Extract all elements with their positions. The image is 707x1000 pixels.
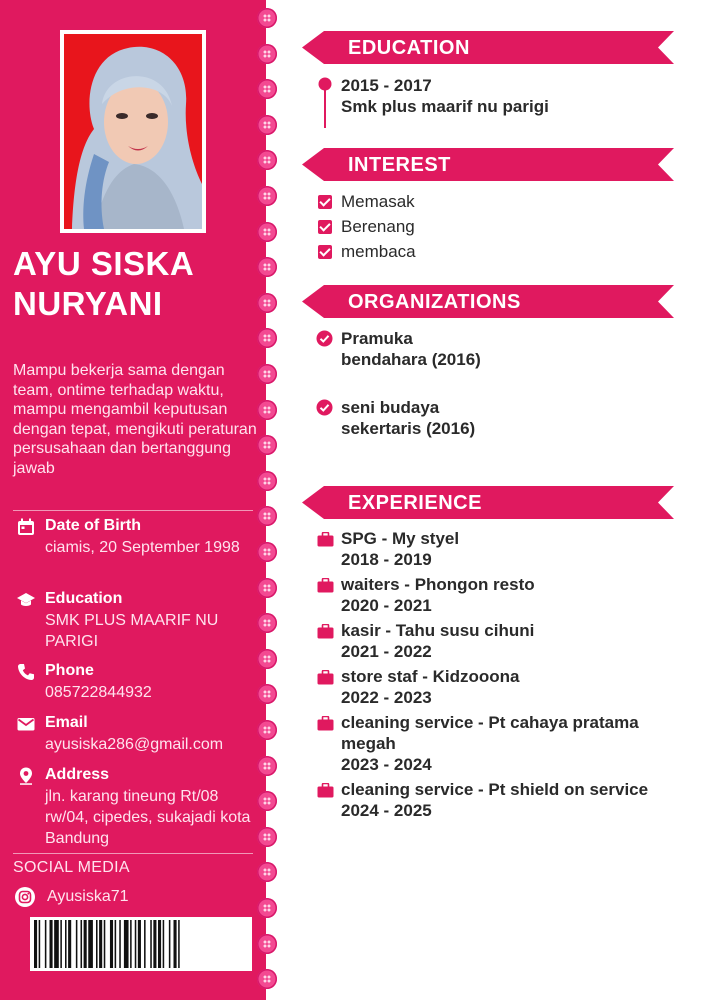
decorative-button xyxy=(257,969,277,989)
profile-summary: Mampu bekerja sama dengan team, ontime terhadap waktu, mampu mengambil keputusan dengan tepat, mengikuti peraturan persusahaan dan bertanggung jawab xyxy=(13,362,257,477)
profile-photo-frame xyxy=(60,30,206,233)
calendar-icon xyxy=(17,518,35,536)
graduation-cap-icon xyxy=(17,591,35,609)
decorative-button-strip xyxy=(255,0,279,1000)
email-value[interactable]: ayusiska286@gmail.com xyxy=(45,736,224,753)
phone-value: 085722844932 xyxy=(45,684,152,701)
full-name xyxy=(13,244,253,324)
profile-photo xyxy=(64,34,202,229)
briefcase-icon xyxy=(317,670,334,685)
barcode-bar xyxy=(88,920,93,968)
decorative-button xyxy=(257,934,277,954)
checkbox-icon xyxy=(318,195,332,209)
decorative-button xyxy=(257,79,277,99)
barcode-bar xyxy=(34,920,37,968)
experience-title: cleaning service - Pt cahaya pratama megah xyxy=(341,713,639,753)
check-circle-icon xyxy=(316,399,333,416)
barcode-bar xyxy=(169,920,171,968)
organization-role: bendahara (2016) xyxy=(341,350,481,369)
barcode-bar xyxy=(96,920,98,968)
name-line-2: NURYANI xyxy=(13,285,163,322)
decorative-button xyxy=(257,862,277,882)
education-years: 2015 - 2017 xyxy=(341,76,432,95)
decorative-button xyxy=(257,115,277,135)
checkbox-icon xyxy=(318,245,332,259)
experience-title: SPG - My styel xyxy=(341,529,460,548)
decorative-button xyxy=(257,720,277,740)
decorative-button xyxy=(257,8,277,28)
briefcase-icon xyxy=(317,578,334,593)
experience-years: 2022 - 2023 xyxy=(341,688,432,707)
decorative-button xyxy=(257,328,277,348)
experience-years: 2024 - 2025 xyxy=(341,801,432,820)
barcode-bar xyxy=(84,920,87,968)
organization-name: seni budaya xyxy=(341,398,440,417)
experience-title: waiters - Phongon resto xyxy=(341,575,535,594)
barcode-bar xyxy=(104,920,106,968)
barcode-bar xyxy=(144,920,146,968)
barcode-bar xyxy=(174,920,177,968)
experience-section-title: EXPERIENCE xyxy=(348,492,482,514)
barcode-bar xyxy=(110,920,113,968)
barcode-bar xyxy=(45,920,47,968)
phone-icon xyxy=(17,663,35,681)
barcode-bar xyxy=(81,920,83,968)
divider xyxy=(13,853,253,854)
email-label: Email xyxy=(45,714,88,731)
decorative-button xyxy=(257,791,277,811)
barcode-bar xyxy=(124,920,129,968)
email-block xyxy=(13,713,258,759)
dob-value: ciamis, 20 September 1998 xyxy=(45,539,240,556)
education-block xyxy=(13,589,258,655)
barcode-bar xyxy=(99,920,102,968)
decorative-button xyxy=(257,293,277,313)
address-value: jln. karang tineung Rt/08 rw/04, cipedes, sukajadi kota Bandung xyxy=(45,788,251,847)
organizations-section-banner xyxy=(302,285,674,318)
decorative-button xyxy=(257,578,277,598)
briefcase-icon xyxy=(317,716,334,731)
decorative-button xyxy=(257,649,277,669)
decorative-button xyxy=(257,506,277,526)
experience-years: 2021 - 2022 xyxy=(341,642,432,661)
organizations-section-title: ORGANIZATIONS xyxy=(348,291,521,313)
barcode-bar xyxy=(39,920,41,968)
education-school: Smk plus maarif nu parigi xyxy=(341,97,549,116)
education-value: SMK PLUS MAARIF NU PARIGI xyxy=(45,612,219,650)
decorative-button xyxy=(257,257,277,277)
barcode-bar xyxy=(76,920,78,968)
interest-item: membaca xyxy=(341,242,416,261)
barcode-bar xyxy=(68,920,71,968)
barcode-bar xyxy=(54,920,59,968)
education-section-banner xyxy=(302,31,674,64)
phone-block xyxy=(13,661,258,707)
dob-label: Date of Birth xyxy=(45,517,141,534)
barcode-bar xyxy=(163,920,165,968)
decorative-button xyxy=(257,186,277,206)
organization-name: Pramuka xyxy=(341,329,413,348)
sidebar xyxy=(0,0,266,1000)
organization-role: sekertaris (2016) xyxy=(341,419,476,438)
check-circle-icon xyxy=(316,330,333,347)
decorative-button xyxy=(257,756,277,776)
checkbox-icon xyxy=(318,220,332,234)
briefcase-icon xyxy=(317,532,334,547)
barcode-bar xyxy=(138,920,141,968)
decorative-button xyxy=(257,400,277,420)
email-icon xyxy=(17,715,35,733)
decorative-button xyxy=(257,435,277,455)
experience-title: kasir - Tahu susu cihuni xyxy=(341,621,535,640)
barcode-bar xyxy=(65,920,67,968)
instagram-handle: Ayusiska71 xyxy=(47,888,129,905)
barcode-bar xyxy=(150,920,152,968)
barcode xyxy=(30,917,252,971)
decorative-button xyxy=(257,44,277,64)
experience-years: 2023 - 2024 xyxy=(341,755,432,774)
decorative-button xyxy=(257,471,277,491)
decorative-button xyxy=(257,542,277,562)
phone-label: Phone xyxy=(45,662,94,679)
barcode-bar xyxy=(135,920,137,968)
decorative-button xyxy=(257,898,277,918)
instagram-icon xyxy=(15,887,35,907)
education-section-title: EDUCATION xyxy=(348,37,470,59)
decorative-button xyxy=(257,364,277,384)
interest-item: Berenang xyxy=(341,217,415,236)
experience-years: 2020 - 2021 xyxy=(341,596,432,615)
briefcase-icon xyxy=(317,624,334,639)
divider xyxy=(13,510,253,511)
instagram-row[interactable] xyxy=(13,886,253,910)
interest-section-banner xyxy=(302,148,674,181)
experience-title: store staf - Kidzooona xyxy=(341,667,520,686)
experience-years: 2018 - 2019 xyxy=(341,550,432,569)
location-pin-icon xyxy=(17,767,35,785)
decorative-button xyxy=(257,827,277,847)
interest-item: Memasak xyxy=(341,192,415,211)
barcode-bar xyxy=(130,920,132,968)
interest-section-title: INTEREST xyxy=(348,154,451,176)
date-of-birth-block xyxy=(13,516,258,582)
barcode-bar xyxy=(119,920,121,968)
address-label: Address xyxy=(45,766,110,783)
barcode-bar xyxy=(178,920,180,968)
decorative-button xyxy=(257,150,277,170)
education-label: Education xyxy=(45,590,123,607)
decorative-button xyxy=(257,684,277,704)
barcode-bar xyxy=(115,920,117,968)
briefcase-icon xyxy=(317,783,334,798)
decorative-button xyxy=(257,613,277,633)
timeline-marker-icon xyxy=(318,76,332,128)
barcode-bar xyxy=(60,920,62,968)
social-media-title: SOCIAL MEDIA xyxy=(13,859,130,876)
barcode-bar xyxy=(50,920,53,968)
name-line-1: AYU SISKA xyxy=(13,245,195,282)
experience-section-banner xyxy=(302,486,674,519)
experience-title: cleaning service - Pt shield on service xyxy=(341,780,649,799)
barcode-bar xyxy=(153,920,156,968)
barcode-bar xyxy=(158,920,161,968)
address-block xyxy=(13,765,258,851)
decorative-button xyxy=(257,222,277,242)
